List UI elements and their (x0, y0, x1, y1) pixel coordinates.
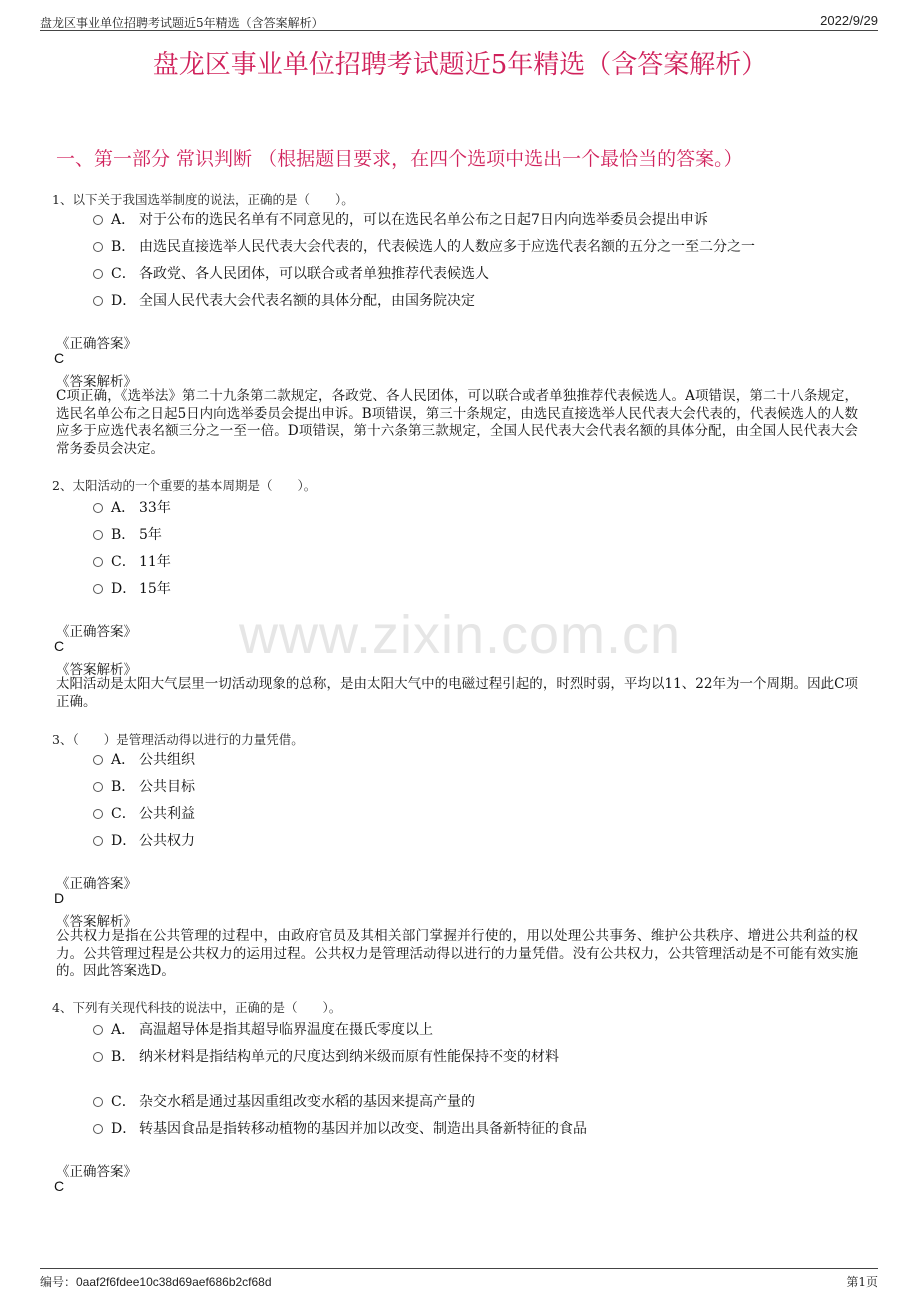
question-3-explanation-label: 《答案解析》 (56, 914, 137, 930)
question-4-option-c[interactable]: C． 杂交水稻是通过基因重组改变水稻的基因来提高产量的 (93, 1091, 475, 1111)
radio-icon[interactable] (93, 296, 103, 306)
question-4-option-b[interactable]: B． 纳米材料是指结构单元的尺度达到纳米级而原有性能保持不变的材料 (93, 1046, 559, 1066)
question-3-option-b[interactable]: B． 公共目标 (93, 776, 195, 796)
question-3-text: 3、（ ）是管理活动得以进行的力量凭借。 (52, 732, 304, 747)
question-2-option-b[interactable]: B． 5年 (93, 524, 162, 544)
section-heading: 一、第一部分 常识判断 （根据题目要求，在四个选项中选出一个最恰当的答案。） (56, 148, 743, 170)
radio-icon[interactable] (93, 269, 103, 279)
radio-icon[interactable] (93, 530, 103, 540)
document-title: 盘龙区事业单位招聘考试题近5年精选（含答案解析） (152, 50, 768, 80)
question-2-option-d[interactable]: D． 15年 (93, 578, 171, 598)
question-3-answer: D (54, 890, 65, 906)
question-1-text: 1、以下关于我国选举制度的说法，正确的是（ ）。 (52, 192, 354, 207)
question-3-answer-label: 《正确答案》 (56, 876, 137, 892)
radio-icon[interactable] (93, 755, 103, 765)
radio-icon[interactable] (93, 1097, 103, 1107)
page-number: 第1页 (846, 1275, 878, 1289)
radio-icon[interactable] (93, 809, 103, 819)
question-3-explanation: 公共权力是指在公共管理的过程中，由政府官员及其相关部门掌握并行使的，用以处理公共事务、维护公共秩序、增进公共利益的权力。公共管理过程是公共权力的运用过程。公共权力是管理活动得以进行的力量凭借。没有公共权力，公共管理活动是不可能有效实施的。因此答案选D。 (56, 928, 858, 979)
question-1-option-b[interactable]: B． 由选民直接选举人民代表大会代表的，代表候选人的人数应多于应选代表名额的五分之一至二分之一 (93, 236, 755, 256)
question-1-explanation-label: 《答案解析》 (56, 374, 137, 390)
question-2-option-c[interactable]: C． 11年 (93, 551, 171, 571)
radio-icon[interactable] (93, 242, 103, 252)
radio-icon[interactable] (93, 584, 103, 594)
radio-icon[interactable] (93, 1052, 103, 1062)
question-2-option-a[interactable]: A． 33年 (93, 497, 171, 517)
question-4-option-a[interactable]: A． 高温超导体是指其超导临界温度在摄氏零度以上 (93, 1019, 433, 1039)
question-3-option-a[interactable]: A． 公共组织 (93, 749, 195, 769)
radio-icon[interactable] (93, 215, 103, 225)
question-3-option-c[interactable]: C． 公共利益 (93, 803, 195, 823)
question-2-explanation: 太阳活动是太阳大气层里一切活动现象的总称，是由太阳大气中的电磁过程引起的，时烈时弱，平均以11、22年为一个周期。因此C项正确。 (56, 676, 858, 710)
question-4-answer-label: 《正确答案》 (56, 1164, 137, 1180)
radio-icon[interactable] (93, 1025, 103, 1035)
question-1-answer-label: 《正确答案》 (56, 336, 137, 352)
question-1-option-d[interactable]: D． 全国人民代表大会代表名额的具体分配，由国务院决定 (93, 290, 475, 310)
radio-icon[interactable] (93, 782, 103, 792)
question-4-answer: C (54, 1178, 65, 1194)
question-2-explanation-label: 《答案解析》 (56, 662, 137, 678)
radio-icon[interactable] (93, 503, 103, 513)
question-2-answer-label: 《正确答案》 (56, 624, 137, 640)
watermark: www.zixin.com.cn (238, 605, 682, 665)
question-1-option-c[interactable]: C． 各政党、各人民团体，可以联合或者单独推荐代表候选人 (93, 263, 489, 283)
page-header (40, 8, 878, 31)
question-4-text: 4、下列有关现代科技的说法中，正确的是（ ）。 (52, 1000, 342, 1015)
document-id: 编号：0aaf2f6fdee10c38d69aef686b2cf68d (40, 1275, 272, 1289)
page-footer (40, 1268, 878, 1295)
header-doc-title: 盘龙区事业单位招聘考试题近5年精选（含答案解析） (40, 16, 324, 30)
radio-icon[interactable] (93, 557, 103, 567)
header-date: 2022/9/29 (820, 13, 878, 28)
question-1-explanation: C项正确，《选举法》第二十九条第二款规定，各政党、各人民团体，可以联合或者单独推荐代表候选人。A项错误，第二十八条规定，选民名单公布之日起5日内向选举委员会提出申诉。B项错误，第三十条规定，由选民直接选举人民代表大会代表的，代表候选人的人数应多于应选代表名额三分之一至一倍。D项错误，第十六条第三款规定，全国人民代表大会代表名额的具体分配，由全国人民代表大会常务委员会决定。 (56, 388, 858, 457)
question-4-option-d[interactable]: D． 转基因食品是指转移动植物的基因并加以改变、制造出具备新特征的食品 (93, 1118, 587, 1138)
question-1-answer: C (54, 350, 65, 366)
radio-icon[interactable] (93, 1124, 103, 1134)
question-2-answer: C (54, 638, 65, 654)
question-2-text: 2、太阳活动的一个重要的基本周期是（ ）。 (52, 478, 317, 493)
radio-icon[interactable] (93, 836, 103, 846)
question-3-option-d[interactable]: D． 公共权力 (93, 830, 195, 850)
question-1-option-a[interactable]: A． 对于公布的选民名单有不同意见的，可以在选民名单公布之日起7日内向选举委员会提出申诉 (93, 209, 708, 229)
